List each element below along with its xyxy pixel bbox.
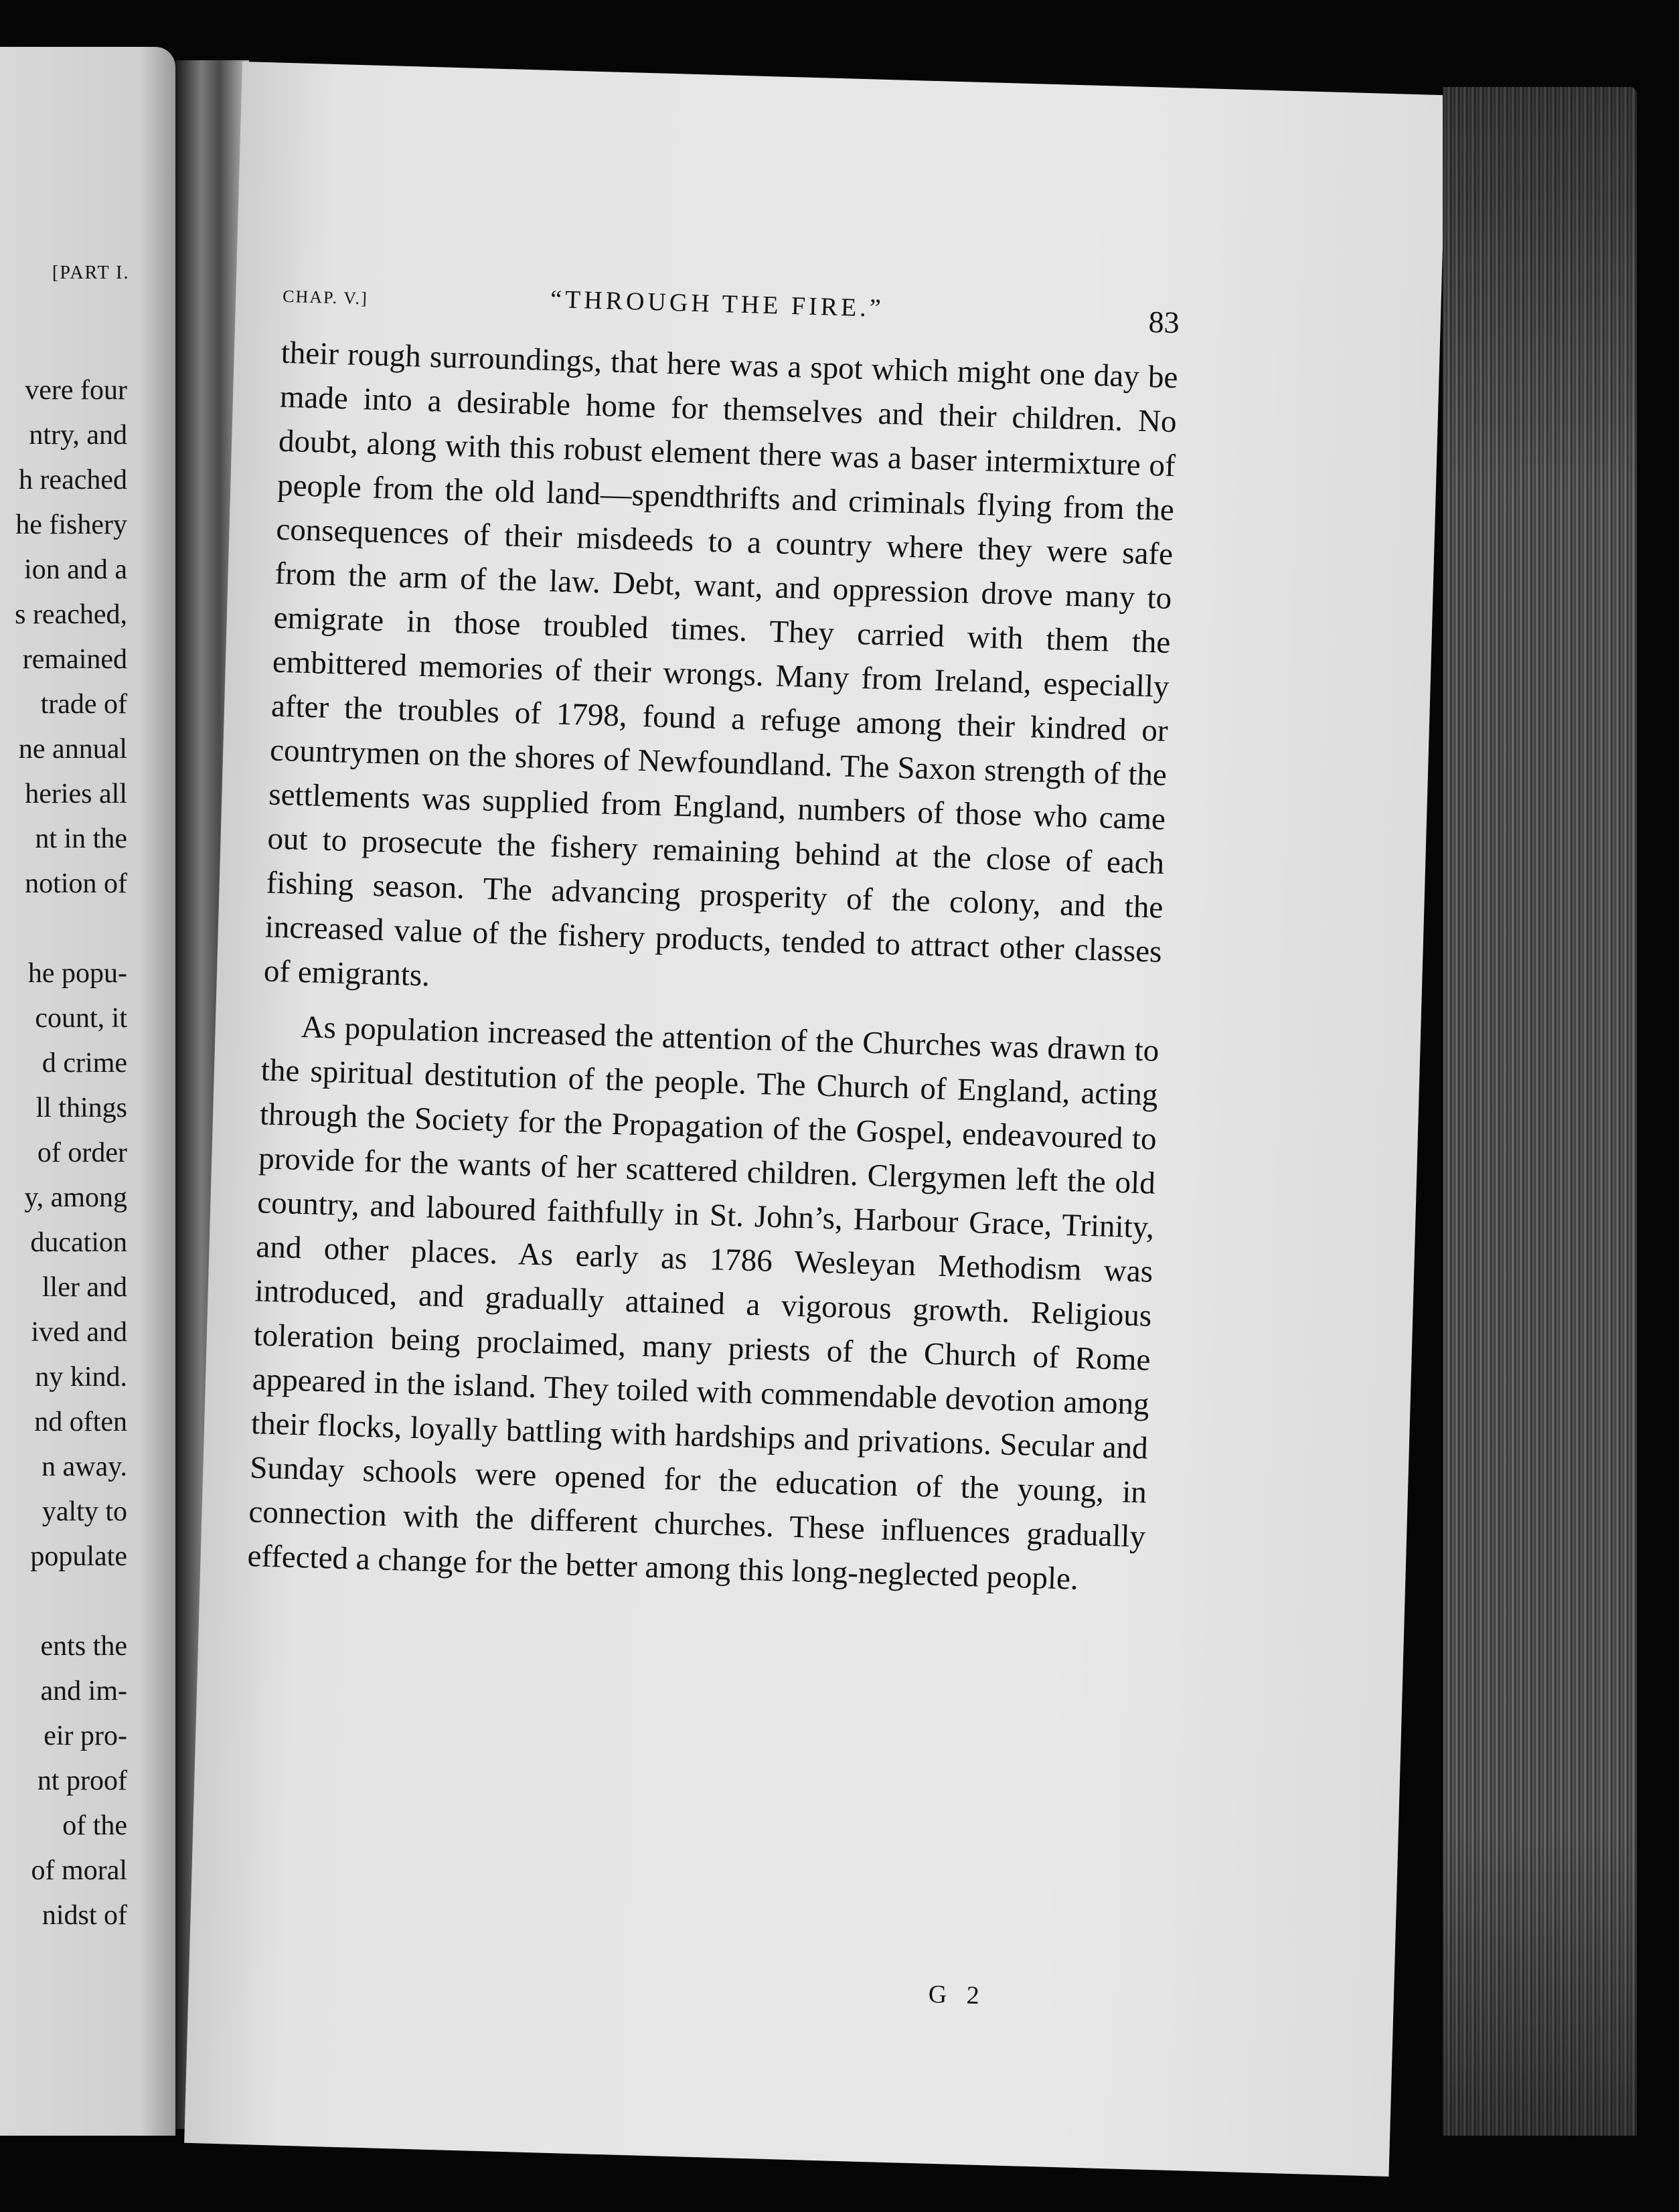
left-line: d crime bbox=[42, 1048, 127, 1079]
left-line: trade of bbox=[40, 689, 127, 720]
left-line: nd often bbox=[34, 1407, 127, 1437]
paragraph: their rough surroundings, that here was a spot which might one day be made into a desirable home for themselves and their children. No doubt, along with this robust element there was a baser intermixture of people from the old land—spendthrifts and criminals flying from the consequences of their misdeeds to a country where they were safe from the arm of the law. Debt, want, and oppression drove many to emigrate in those troubled times. They carried with them the embittered memories of their wrongs. Many from Ireland, especially after the troubles of 1798, found a refuge among their kindred or countrymen on the shores of Newfoundland. The Saxon strength of the settlements was supplied from England, numbers of those who came out to prosecute the fishery remaining behind at the close of each fishing season. The advancing prosperity of the colony, and the increased value of the fishery products, tended to attract other classes of emigrants. bbox=[263, 335, 1179, 994]
left-line bbox=[0, 906, 127, 951]
left-line: count, it bbox=[35, 1003, 127, 1034]
left-line: ll things bbox=[35, 1093, 127, 1123]
left-line: ny kind. bbox=[35, 1362, 127, 1393]
left-line: nidst of bbox=[42, 1900, 127, 1931]
left-line: ents the bbox=[40, 1631, 127, 1662]
left-line: ller and bbox=[42, 1272, 127, 1303]
left-line: populate bbox=[30, 1541, 127, 1572]
left-line: and im- bbox=[40, 1676, 127, 1707]
left-line: nt proof bbox=[37, 1765, 127, 1796]
left-line: ducation bbox=[30, 1227, 127, 1258]
left-page-header: [PART I. bbox=[52, 262, 130, 283]
left-line: y, among bbox=[24, 1182, 127, 1213]
left-line: vere four bbox=[25, 375, 127, 406]
left-line: ntry, and bbox=[29, 420, 127, 451]
left-line: of moral bbox=[31, 1855, 127, 1886]
chapter-label: CHAP. V.] bbox=[282, 286, 369, 309]
left-line: ived and bbox=[31, 1317, 127, 1348]
right-page bbox=[184, 62, 1447, 2177]
page-number: 83 bbox=[1147, 304, 1180, 340]
left-line: s reached, bbox=[15, 599, 127, 630]
left-line: heries all bbox=[25, 779, 127, 809]
left-line: h reached bbox=[18, 465, 127, 495]
page-edges-shadow bbox=[1443, 87, 1637, 2136]
paragraph: As population increased the attention of the Churches was drawn to the spiritual destitution of the people. The Church of England, acting through the Society for the Propagation of the Gospel, endeavoured to provide for the wants of her scattered children. Clergymen left the old country, and laboured faithfully in St. John’s, Harbour Grace, Trinity, and other places. As early as 1786 Wesleyan Methodism was introduced, and gradually attained a vigorous growth. Religious toleration being proclaimed, many priests of the Church of Rome appeared in the island. They toiled with commendable devotion among their flocks, loyally battling with hardships and privations. Secular and Sunday schools were opened for the education of the young, in connection with the different churches. These influences gradually effected a change for the better among this long-neglected people. bbox=[246, 1010, 1160, 1597]
left-line: nt in the bbox=[35, 823, 127, 854]
body-text bbox=[247, 331, 1179, 1603]
left-line: he fishery bbox=[15, 509, 127, 540]
left-line: ne annual bbox=[18, 734, 127, 765]
left-page bbox=[0, 47, 175, 2136]
left-line: eir pro- bbox=[44, 1721, 127, 1751]
running-title: “THROUGH THE FIRE.” bbox=[550, 285, 885, 323]
left-line: n away. bbox=[42, 1451, 127, 1482]
left-line bbox=[0, 1579, 127, 1624]
left-line: yalty to bbox=[42, 1496, 127, 1527]
left-line: of order bbox=[37, 1137, 127, 1168]
left-line: notion of bbox=[25, 868, 127, 899]
left-line: of the bbox=[62, 1810, 127, 1841]
left-line: ion and a bbox=[24, 554, 127, 585]
left-line: remained bbox=[22, 644, 127, 675]
left-page-text bbox=[0, 368, 127, 1938]
left-line: he popu- bbox=[27, 958, 127, 989]
signature-mark: G 2 bbox=[928, 1980, 987, 2010]
